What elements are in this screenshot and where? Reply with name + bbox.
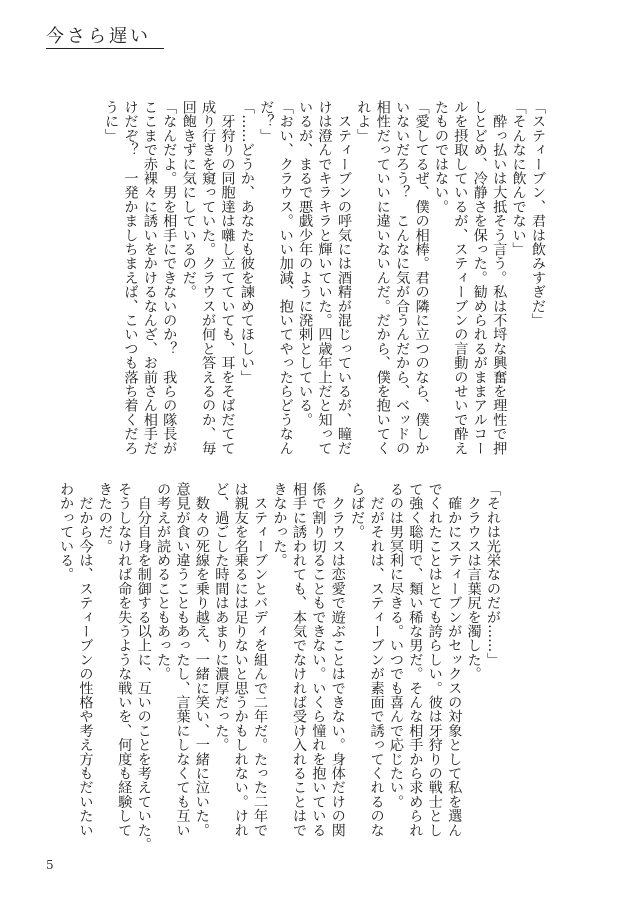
text-line: 牙狩りの同胞達は囃し立てていても、耳をそばだてて xyxy=(219,100,236,455)
text-line: ここまで赤裸々に誘いをかけるなんざ、お前さん相手だ xyxy=(141,100,158,455)
text-line: スティーブンとバディを組んで二年だ。たった二年で xyxy=(252,482,269,837)
upper-text-block xyxy=(101,100,547,455)
text-line: の考えが読めることもあった。 xyxy=(155,482,172,681)
text-line: 意見が食い違うこともあったし、言葉にしなくても互い xyxy=(174,482,191,837)
text-line: きなかった。 xyxy=(271,482,288,568)
text-line: は親友を名乗るには足りないと思うかもしれない。けれ xyxy=(232,482,249,837)
text-line: いないだろう？ こんなに気が合うんだから、ベッドの xyxy=(394,100,411,455)
page-number: 5 xyxy=(46,858,54,872)
text-line: 相性だっていいに違いないんだ。だから、僕を抱いてく xyxy=(374,100,391,455)
text-line: ど、過ごした時間はあまりに濃厚だった。 xyxy=(213,482,230,752)
text-line: 成り行きを窺っていた。クラウスが何と答えるのか、毎 xyxy=(200,100,217,455)
text-line: 「おい、クラウス。いい加減、抱いてやったらどうなん xyxy=(277,100,294,455)
text-line: しとどめ、冷静さを保った。勧められるがままアルコー xyxy=(471,100,488,455)
text-line: 自分自身を制御する以上に、互いのことを考えていた。 xyxy=(135,482,152,852)
text-line: 数々の死線を乗り越え、一緒に笑い、一緒に泣いた。 xyxy=(193,482,210,837)
text-line: でくれたことはとても誇らしい。彼は牙狩りの戦士とし xyxy=(426,482,443,837)
text-line: いるが、まるで悪戯少年のように溌剌としている。 xyxy=(297,100,314,427)
text-line: わかっている。 xyxy=(58,482,75,582)
text-line: て強く聡明で、類い稀な男だ。そんな相手から求められ xyxy=(407,482,424,837)
text-line: 確かにスティーブンがセックスの対象として私を選ん xyxy=(446,482,463,837)
text-line: 「スティーブン、君は飲みすぎだ」 xyxy=(530,100,546,328)
text-line: だ？」 xyxy=(258,100,275,143)
text-line: 酔っ払いは大抵そう言う。私は不埒な興奮を理性で押 xyxy=(491,100,508,455)
text-line: クラウスは恋愛で遊ぶことはできない。身体だけの関 xyxy=(329,482,346,837)
title-underline xyxy=(46,48,164,49)
text-line: 「愛してるぜ、僕の相棒。君の隣に立つのなら、僕しか xyxy=(413,100,430,455)
text-line: 「なんだよ。男を相手にできないのか？ 我らの隊長が xyxy=(161,100,178,455)
text-line: だがそれは、スティーブンが素面で誘ってくれるのな xyxy=(368,482,385,837)
text-line: たものではない。 xyxy=(432,100,449,214)
text-line: うに」 xyxy=(103,100,120,143)
chapter-title: 今さら遅い xyxy=(46,26,151,47)
text-line: れよ」 xyxy=(355,100,372,143)
text-line: 相手に誘われても、本気でなければ受け入れることはで xyxy=(290,482,307,837)
lower-text-block xyxy=(56,482,502,852)
text-line: スティーブンの呼気には酒精が混じっているが、瞳だ xyxy=(335,100,352,455)
text-line: ルを摂取しているが、スティーブンの言動のせいで酔え xyxy=(452,100,469,455)
text-line: けだぞ？ 一発かましちまえば、こいつも落ち着くだろ xyxy=(122,100,139,455)
text-line: 「……どうか、あなたも彼を諫めてほしい」 xyxy=(238,100,255,384)
text-line: きたのだ。 xyxy=(96,482,113,553)
text-line: るのは男冥利に尽きる。いつでも喜んで応じたい。 xyxy=(387,482,404,809)
text-line: クラウスは言葉尻を濁した。 xyxy=(465,482,482,681)
text-line: けは澄んでキラキラと輝いていた。四歳年上だと知って xyxy=(316,100,333,455)
text-line: そうしなければ命を失うような戦いを、何度も経験して xyxy=(116,482,133,837)
text-line: だから今は、スティーブンの性格や考え方もだいたい xyxy=(77,482,94,837)
text-line: らばだ。 xyxy=(349,482,366,539)
text-line: 「そんなに飲んでない」 xyxy=(510,100,527,257)
text-line: 回飽きずに気にしているのだ。 xyxy=(180,100,197,299)
text-line: 「それは光栄なのだが……」 xyxy=(485,482,501,667)
text-line: 係で割り切ることもできない。いくら憧れを抱いている xyxy=(310,482,327,837)
